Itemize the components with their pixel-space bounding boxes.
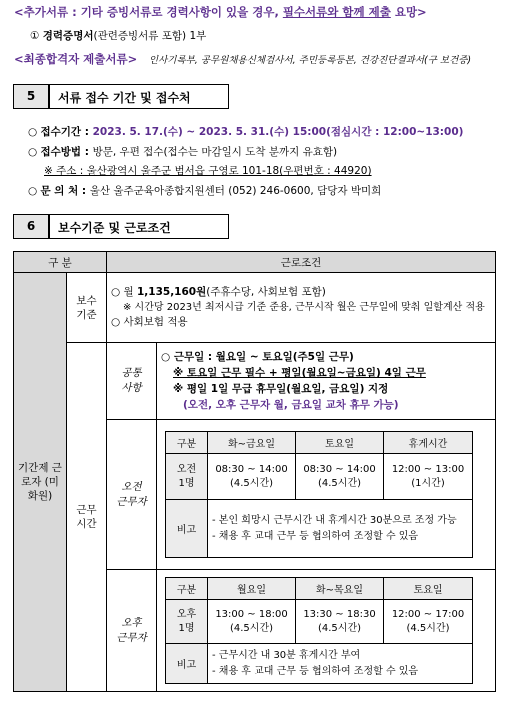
- section5-number: 5: [13, 84, 49, 109]
- common-line1: ○ 근무일 : 월요일 ~ 토요일(주5일 근무): [161, 351, 354, 363]
- am-cell-0: 08:30 ~ 14:00 (4.5시간): [208, 454, 296, 500]
- pay-line1-pre: ○ 월: [111, 286, 137, 298]
- method-value: 방문, 우편 접수(접수는 마감일시 도착 분까지 유효함): [92, 146, 338, 158]
- pm-note-0: - 근무시간 내 30분 휴게시간 부여: [212, 649, 361, 661]
- pm-note-label: 비고: [166, 644, 208, 684]
- contact-label: 문 의 처 :: [40, 185, 90, 197]
- pay-line1-post: (주휴수당, 사회보험 포함): [206, 286, 326, 298]
- final-docs-text: 인사기록부, 공무원채용신체검사서, 주민등록등본, 건강진단결과서(구 보건증): [148, 55, 472, 66]
- am-note-0: - 본인 희망시 근무시간 내 휴게시간 30분으로 조정 가능: [212, 514, 457, 526]
- pay-amount: 1,135,160원: [136, 286, 207, 298]
- common-line3: ※ 평일 1일 무급 휴무일(월요일, 금요일) 지정: [173, 383, 389, 395]
- pay-line1: [111, 285, 491, 300]
- contact-value: 울산 울주군육아종합지원센터 (052) 246-0600, 담당자 박미희: [89, 185, 382, 197]
- common-line2: ※ 토요일 근무 필수 + 평일(월요일~금요일) 4일 근무: [173, 367, 426, 379]
- method-line: [28, 144, 337, 159]
- additional-docs-text3: 요망>: [390, 5, 427, 19]
- pm-header-1: 월요일: [208, 578, 296, 600]
- pm-header-0: 구분: [166, 578, 208, 600]
- common-content: [157, 343, 496, 420]
- additional-docs-emphasis: 필수서류와 함께 제출: [282, 5, 391, 19]
- additional-docs-item: [30, 28, 206, 43]
- pm-cell: [157, 570, 496, 692]
- item-bold: 경력증명서: [42, 30, 94, 42]
- final-docs-line: [14, 51, 471, 67]
- pm-header-3: 토요일: [384, 578, 473, 600]
- conditions-table: [13, 251, 496, 692]
- row-head-worker: 기간제 근로자 (미화원): [14, 273, 67, 692]
- additional-docs-text1: 기타 증빙서류로 경력사항이 있을 경우,: [80, 5, 283, 19]
- period-value: 2023. 5. 17.(수) ~ 2023. 5. 31.(수) 15:00(점심시간 : 12:00~13:00): [92, 126, 464, 138]
- pay-content: [107, 273, 496, 343]
- item-number: ①: [30, 30, 40, 42]
- am-header-2: 토요일: [296, 432, 384, 454]
- pm-cell-2: 12:00 ~ 17:00 (4.5시간): [384, 600, 473, 644]
- pay-line2: ○ 사회보험 적용: [111, 316, 188, 328]
- am-header-3: 휴게시간: [384, 432, 473, 454]
- pm-header-2: 화~목요일: [296, 578, 384, 600]
- am-header-1: 화~금요일: [208, 432, 296, 454]
- am-note-1: - 채용 후 교대 근무 등 협의하여 조정할 수 있음: [212, 530, 419, 542]
- common-line4: (오전, 오후 근무자 월, 금요일 교차 휴무 가능): [183, 399, 399, 411]
- contact-line: [28, 183, 381, 198]
- am-cell-1: 08:30 ~ 14:00 (4.5시간): [296, 454, 384, 500]
- am-cell: [157, 420, 496, 570]
- pm-row-label: 오후 1명: [166, 600, 208, 644]
- final-docs-label: <최종합격자 제출서류>: [14, 52, 138, 66]
- bullet-circle-icon: ○: [28, 126, 41, 138]
- common-label: 공통 사항: [107, 343, 157, 420]
- am-cell-2: 12:00 ~ 13:00 (1시간): [384, 454, 473, 500]
- additional-docs-line: [14, 4, 427, 20]
- method-label: 접수방법 :: [40, 146, 93, 158]
- additional-docs-label: <추가서류 :: [14, 5, 81, 19]
- section6-title: 보수기준 및 근로조건: [58, 221, 171, 235]
- pm-notes: [208, 644, 473, 684]
- pm-note-1: - 채용 후 교대 근무 등 협의하여 조정할 수 있음: [212, 665, 419, 677]
- am-row-label: 오전 1명: [166, 454, 208, 500]
- address-note: ※ 주소 : 울산광역시 울주군 범서읍 구영로 101-18(우편번호 : 44920): [44, 165, 372, 177]
- work-label: 근무 시간: [67, 343, 107, 692]
- header-conditions: 근로조건: [107, 252, 496, 273]
- pm-cell-1: 13:30 ~ 18:30 (4.5시간): [296, 600, 384, 644]
- header-gubun: 구 분: [14, 252, 107, 273]
- am-schedule-table: [165, 431, 473, 558]
- am-label: 오전 근무자: [107, 420, 157, 570]
- section6-number: 6: [13, 214, 49, 239]
- bullet-circle-icon: ○: [28, 146, 41, 158]
- period-label: 접수기간 :: [40, 126, 93, 138]
- am-header-0: 구분: [166, 432, 208, 454]
- item-rest: (관련증빙서류 포함) 1부: [93, 30, 207, 42]
- pay-label: 보수 기준: [67, 273, 107, 343]
- section5-title: 서류 접수 기간 및 접수처: [58, 91, 191, 105]
- bullet-circle-icon: ○: [28, 185, 41, 197]
- pay-note: ※ 시간당 2023년 최저시급 기준 준용, 근무시작 월은 근무일에 맞춰 일할계산 적용: [123, 302, 485, 313]
- pm-label: 오후 근무자: [107, 570, 157, 692]
- am-note-label: 비고: [166, 500, 208, 558]
- pm-cell-0: 13:00 ~ 18:00 (4.5시간): [208, 600, 296, 644]
- pm-schedule-table: [165, 577, 473, 684]
- period-line: [28, 124, 463, 139]
- am-notes: [208, 500, 473, 558]
